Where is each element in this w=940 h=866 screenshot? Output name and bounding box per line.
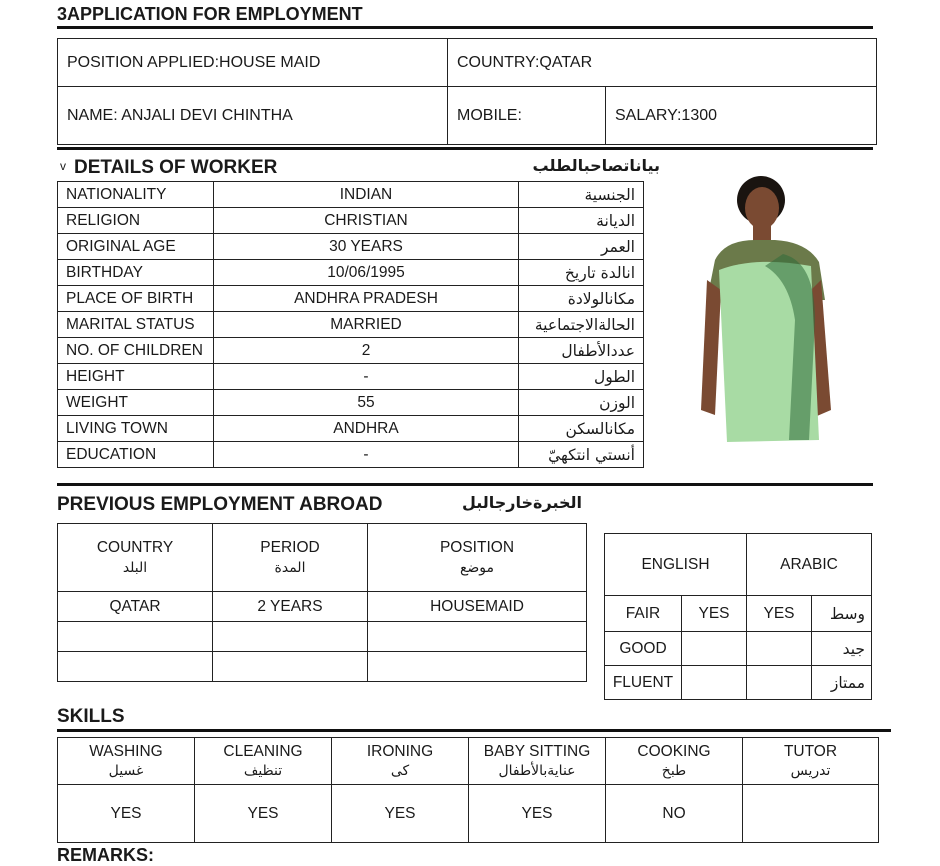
detail-label-ar: أنستي انتكهيّ xyxy=(519,442,644,468)
detail-value: INDIAN xyxy=(214,182,519,208)
skill-header xyxy=(606,738,743,785)
details-table xyxy=(57,181,644,468)
country: COUNTRY:QATAR xyxy=(448,39,877,87)
detail-label-ar: مكانالسكن xyxy=(519,416,644,442)
detail-label: ORIGINAL AGE xyxy=(58,234,214,260)
lang-english-value xyxy=(682,666,747,700)
skill-name: IRONING xyxy=(366,743,434,760)
details-row xyxy=(58,442,644,468)
header-rule xyxy=(57,147,873,150)
skill-value xyxy=(743,785,879,843)
detail-label-ar: الجنسية xyxy=(519,182,644,208)
detail-label: PLACE OF BIRTH xyxy=(58,286,214,312)
detail-label-ar: الوزن xyxy=(519,390,644,416)
skill-name: COOKING xyxy=(637,743,711,760)
details-marker: v xyxy=(60,159,66,173)
detail-label: NO. OF CHILDREN xyxy=(58,338,214,364)
lang-english-value: YES xyxy=(682,596,747,632)
skills-table xyxy=(57,737,879,843)
skill-value: NO xyxy=(606,785,743,843)
table-cell xyxy=(213,652,368,682)
details-row xyxy=(58,260,644,286)
photo-neck xyxy=(753,224,771,242)
detail-label: LIVING TOWN xyxy=(58,416,214,442)
detail-value: 55 xyxy=(214,390,519,416)
lang-level: FLUENT xyxy=(605,666,682,700)
detail-value: ANDHRA xyxy=(214,416,519,442)
details-rule xyxy=(57,483,873,486)
table-cell: HOUSEMAID xyxy=(368,592,587,622)
title-rule xyxy=(57,26,873,29)
table-cell xyxy=(213,622,368,652)
details-row xyxy=(58,182,644,208)
prev-emp-heading-ar: الخبرةخارجالبل xyxy=(461,493,582,512)
details-row xyxy=(58,416,644,442)
photo-face xyxy=(745,187,779,229)
detail-label-ar: العمر xyxy=(519,234,644,260)
details-heading: DETAILS OF WORKER xyxy=(74,157,278,178)
skill-value: YES xyxy=(58,785,195,843)
table-cell xyxy=(58,622,213,652)
skill-name-ar: تنظيف xyxy=(243,763,283,779)
header-table xyxy=(57,38,877,145)
worker-photo xyxy=(685,170,845,448)
details-row xyxy=(58,338,644,364)
lang-arabic-header: ARABIC xyxy=(747,534,872,596)
details-row xyxy=(58,364,644,390)
detail-value: 2 xyxy=(214,338,519,364)
detail-label: BIRTHDAY xyxy=(58,260,214,286)
table-cell xyxy=(58,652,213,682)
detail-label-ar: انالدة تاريخ xyxy=(519,260,644,286)
lang-arabic-value: YES xyxy=(747,596,812,632)
detail-label-ar: الحالةالاجتماعية xyxy=(519,312,644,338)
prev-emp-heading: PREVIOUS EMPLOYMENT ABROAD xyxy=(57,494,383,515)
skill-value: YES xyxy=(332,785,469,843)
detail-label-ar: عددالأطفال xyxy=(519,338,644,364)
detail-label: HEIGHT xyxy=(58,364,214,390)
skill-header xyxy=(332,738,469,785)
detail-label: NATIONALITY xyxy=(58,182,214,208)
lang-english-header: ENGLISH xyxy=(605,534,747,596)
details-heading-ar: بياناتصاحبالطلب xyxy=(532,156,660,175)
skill-name: WASHING xyxy=(89,743,163,760)
col-period: PERIOD المدة xyxy=(213,524,368,592)
detail-label-ar: الطول xyxy=(519,364,644,390)
salary: SALARY:1300 xyxy=(606,87,877,145)
skill-name: CLEANING xyxy=(223,743,303,760)
skill-name-ar: غسيل xyxy=(108,763,144,779)
skill-name-ar: کی xyxy=(390,763,410,779)
col-position: POSITION موضع xyxy=(368,524,587,592)
page-title: 3APPLICATION FOR EMPLOYMENT xyxy=(57,4,363,24)
skill-name-ar: عنايةبالأطفال xyxy=(498,763,576,779)
detail-label: EDUCATION xyxy=(58,442,214,468)
prev-employment-table xyxy=(57,523,587,682)
table-cell: QATAR xyxy=(58,592,213,622)
worker-name: NAME: ANJALI DEVI CHINTHA xyxy=(58,87,448,145)
lang-arabic-value xyxy=(747,632,812,666)
detail-value: 30 YEARS xyxy=(214,234,519,260)
details-row xyxy=(58,390,644,416)
lang-level: FAIR xyxy=(605,596,682,632)
skill-header xyxy=(58,738,195,785)
skills-rule xyxy=(57,729,891,732)
skill-name-ar: تدريس xyxy=(790,763,831,779)
skill-header xyxy=(469,738,606,785)
skill-header xyxy=(195,738,332,785)
position-applied: POSITION APPLIED:HOUSE MAID xyxy=(58,39,448,87)
details-row xyxy=(58,312,644,338)
skill-header xyxy=(743,738,879,785)
detail-label-ar: مكانالولادة xyxy=(519,286,644,312)
lang-level-ar: جيد xyxy=(812,632,872,666)
detail-value: 10/06/1995 xyxy=(214,260,519,286)
lang-level: GOOD xyxy=(605,632,682,666)
skill-name: TUTOR xyxy=(783,743,838,760)
details-row xyxy=(58,208,644,234)
remarks-heading: REMARKS: xyxy=(57,845,154,865)
skill-value: YES xyxy=(195,785,332,843)
detail-label: RELIGION xyxy=(58,208,214,234)
detail-value: - xyxy=(214,442,519,468)
table-cell xyxy=(368,652,587,682)
skills-heading: SKILLS xyxy=(57,706,125,727)
skill-name-ar: طبخ xyxy=(661,763,687,779)
table-cell: 2 YEARS xyxy=(213,592,368,622)
skill-name: BABY SITTING xyxy=(483,743,591,760)
detail-label: MARITAL STATUS xyxy=(58,312,214,338)
col-country: COUNTRY البلد xyxy=(58,524,213,592)
mobile: MOBILE: xyxy=(448,87,606,145)
table-cell xyxy=(368,622,587,652)
lang-arabic-value xyxy=(747,666,812,700)
detail-label-ar: الديانة xyxy=(519,208,644,234)
lang-english-value xyxy=(682,632,747,666)
photo-left-arm xyxy=(701,280,721,415)
detail-value: ANDHRA PRADESH xyxy=(214,286,519,312)
details-row xyxy=(58,286,644,312)
detail-value: CHRISTIAN xyxy=(214,208,519,234)
details-row xyxy=(58,234,644,260)
detail-value: MARRIED xyxy=(214,312,519,338)
detail-label: WEIGHT xyxy=(58,390,214,416)
language-table xyxy=(604,533,872,700)
skill-value: YES xyxy=(469,785,606,843)
lang-level-ar: ممتاز xyxy=(812,666,872,700)
lang-level-ar: وسط xyxy=(812,596,872,632)
detail-value: - xyxy=(214,364,519,390)
